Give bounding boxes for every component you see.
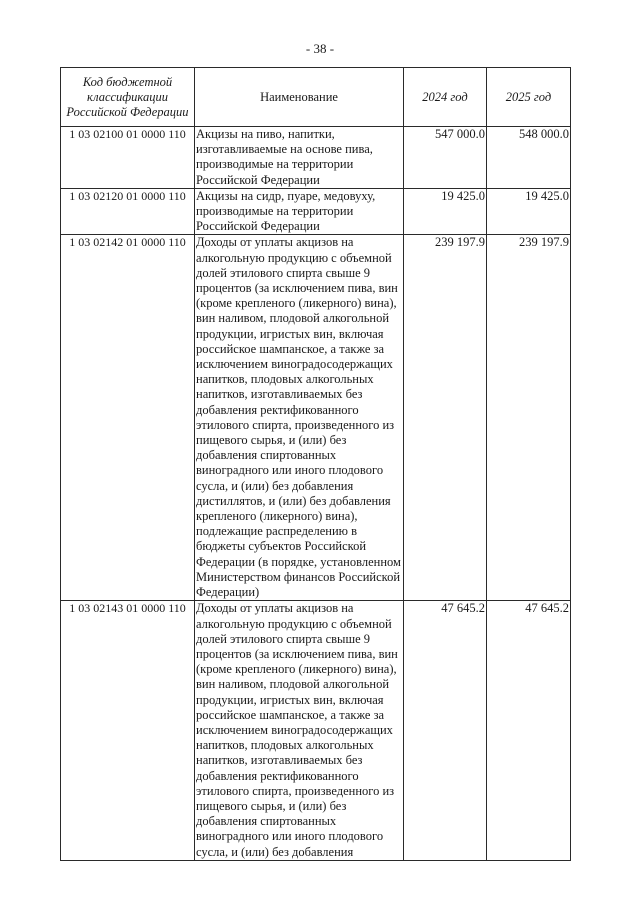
row-value-2024: 47 645.2	[404, 601, 487, 860]
row-value-2025: 47 645.2	[487, 601, 571, 860]
table-header-row	[61, 68, 571, 127]
header-2025: 2025 год	[487, 68, 571, 127]
budget-revenue-table	[60, 67, 571, 861]
row-code: 1 03 02143 01 0000 110	[61, 601, 195, 860]
row-name: Акцизы на сидр, пуаре, медовуху, производимые на территории Российской Федерации	[195, 188, 404, 235]
row-value-2024: 547 000.0	[404, 127, 487, 189]
row-code: 1 03 02120 01 0000 110	[61, 188, 195, 235]
table-row	[61, 235, 571, 601]
page-number: - 38 -	[305, 41, 335, 56]
row-value-2025: 548 000.0	[487, 127, 571, 189]
row-value-2024: 239 197.9	[404, 235, 487, 601]
row-code: 1 03 02100 01 0000 110	[61, 127, 195, 189]
table-row	[61, 188, 571, 235]
row-name: Доходы от уплаты акцизов на алкогольную продукцию с объемной долей этилового спирта свыше 9 процентов (за исключением пива, вин (кроме крепленого (ликерного) вина), вин наливом, плодовой алкогольной продукции, игристых вин, включая российское шампанское, а также за исключением виноградосодержащих напитков, плодовых алкогольных напитков, изготавливаемых без добавления ректификованного этилового спирта, произведенного из пищевого сырья, и (или) без добавления спиртованных виноградного или иного плодового сусла, и (или) без добавления дистиллятов, и (или) без добавления крепленого (ликерного) вина), подлежащие распределению в бюджеты субъектов Российской Федерации (в порядке, установленном Министерством финансов Российской Федерации)	[195, 235, 404, 601]
table-row	[61, 601, 571, 860]
row-value-2025: 239 197.9	[487, 235, 571, 601]
header-code: Код бюджетной классификации Российской Федерации	[61, 68, 195, 127]
row-code: 1 03 02142 01 0000 110	[61, 235, 195, 601]
row-name: Доходы от уплаты акцизов на алкогольную продукцию с объемной долей этилового спирта свыше 9 процентов (за исключением пива, вин (кроме крепленого (ликерного) вина), вин наливом, плодовой алкогольной продукции, игристых вин, включая российское шампанское, а также за исключением виноградосодержащих напитков, плодовых алкогольных напитков, изготавливаемых без добавления ректификованного этилового спирта, произведенного из пищевого сырья, и (или) без добавления спиртованных виноградного или иного плодового сусла, и (или) без добавления	[195, 601, 404, 860]
row-value-2025: 19 425.0	[487, 188, 571, 235]
table-row	[61, 127, 571, 189]
row-name: Акцизы на пиво, напитки, изготавливаемые на основе пива, производимые на территории Российской Федерации	[195, 127, 404, 189]
header-name: Наименование	[195, 68, 404, 127]
row-value-2024: 19 425.0	[404, 188, 487, 235]
header-2024: 2024 год	[404, 68, 487, 127]
